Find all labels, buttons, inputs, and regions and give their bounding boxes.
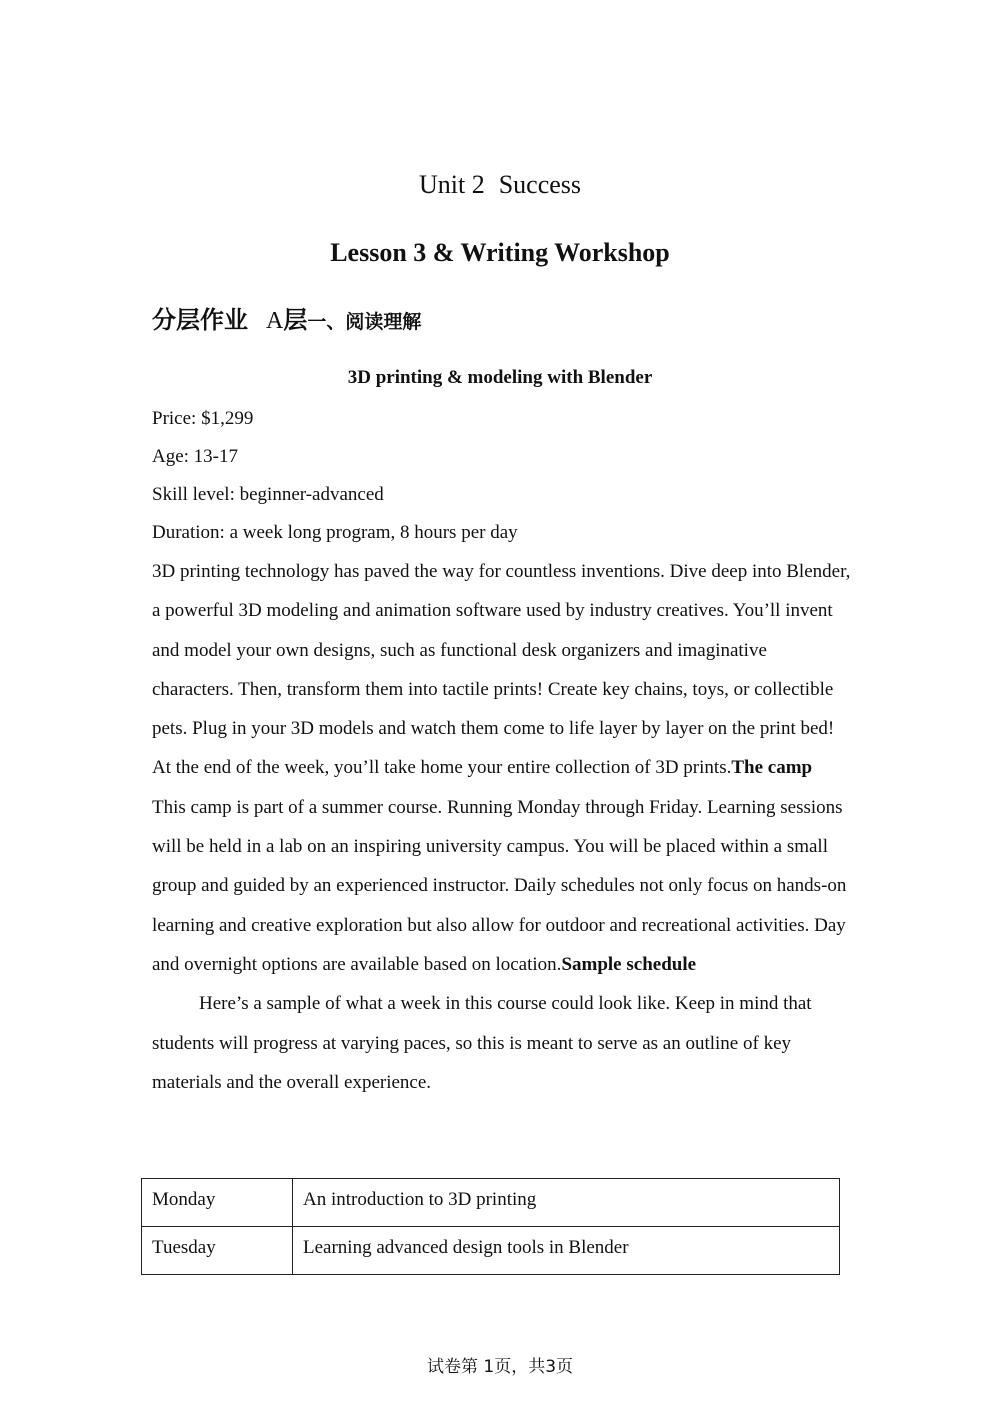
intro-paragraph bbox=[152, 552, 852, 788]
camp-paragraph bbox=[152, 788, 852, 984]
page-footer: 试卷第 1页，共3页 bbox=[426, 1357, 574, 1377]
duration-line: Duration: a week long program, 8 hours per day bbox=[152, 522, 518, 543]
skill-level-line: Skill level: beginner-advanced bbox=[152, 484, 384, 505]
schedule-table bbox=[141, 1178, 840, 1275]
schedule-intro-paragraph: Here’s a sample of what a week in this course could look like. Keep in mind that students will progress at varying paces, so this is meant to serve as an outline of key materials and the overall experience. bbox=[152, 993, 812, 1093]
section-heading bbox=[152, 303, 421, 341]
article-body bbox=[152, 400, 852, 1102]
price-line: Price: $1,299 bbox=[152, 408, 254, 429]
intro-text: 3D printing technology has paved the way for countless inventions. Dive deep into Blender, a powerful 3D modeling and animation software used by industry creatives. You’ll invent and model your own designs, such as functional desk organizers and imaginative characters. Then, transform them into tactile prints! Create key chains, toys, or collectible pets. Plug in your 3D models and watch them come to life layer by layer on the print bed! At the end of the week, you’ll take home your entire collection of 3D prints. bbox=[152, 561, 851, 779]
part-label: 一、阅读理解 bbox=[307, 311, 422, 333]
section-title: 分层作业 bbox=[152, 306, 248, 334]
schedule-activity: An introduction to 3D printing bbox=[293, 1179, 840, 1227]
camp-heading: The camp bbox=[731, 757, 813, 779]
unit-label: Unit 2 bbox=[418, 170, 485, 199]
table-row bbox=[142, 1179, 840, 1227]
unit-title bbox=[0, 168, 1000, 202]
camp-text: This camp is part of a summer course. Running Monday through Friday. Learning sessions will be held in a lab on an inspiring university campus. You will be placed within a small group and guided by an experienced instructor. Daily schedules not only focus on hands-on learning and creative exploration but also allow for outdoor and recreational activities. Day and overnight options are available based on location. bbox=[152, 796, 847, 975]
layer-label: 层 bbox=[283, 306, 308, 334]
layer-letter: A bbox=[266, 308, 284, 334]
article-title: 3D printing & modeling with Blender bbox=[347, 367, 653, 388]
age-line: Age: 13-17 bbox=[152, 446, 239, 467]
table-row bbox=[142, 1227, 840, 1275]
unit-topic: Success bbox=[498, 170, 582, 199]
schedule-activity: Learning advanced design tools in Blender bbox=[293, 1227, 840, 1275]
schedule-heading: Sample schedule bbox=[561, 953, 697, 975]
schedule-day: Monday bbox=[142, 1179, 293, 1227]
lesson-title: Lesson 3 & Writing Workshop bbox=[330, 238, 670, 267]
schedule-day: Tuesday bbox=[142, 1227, 293, 1275]
